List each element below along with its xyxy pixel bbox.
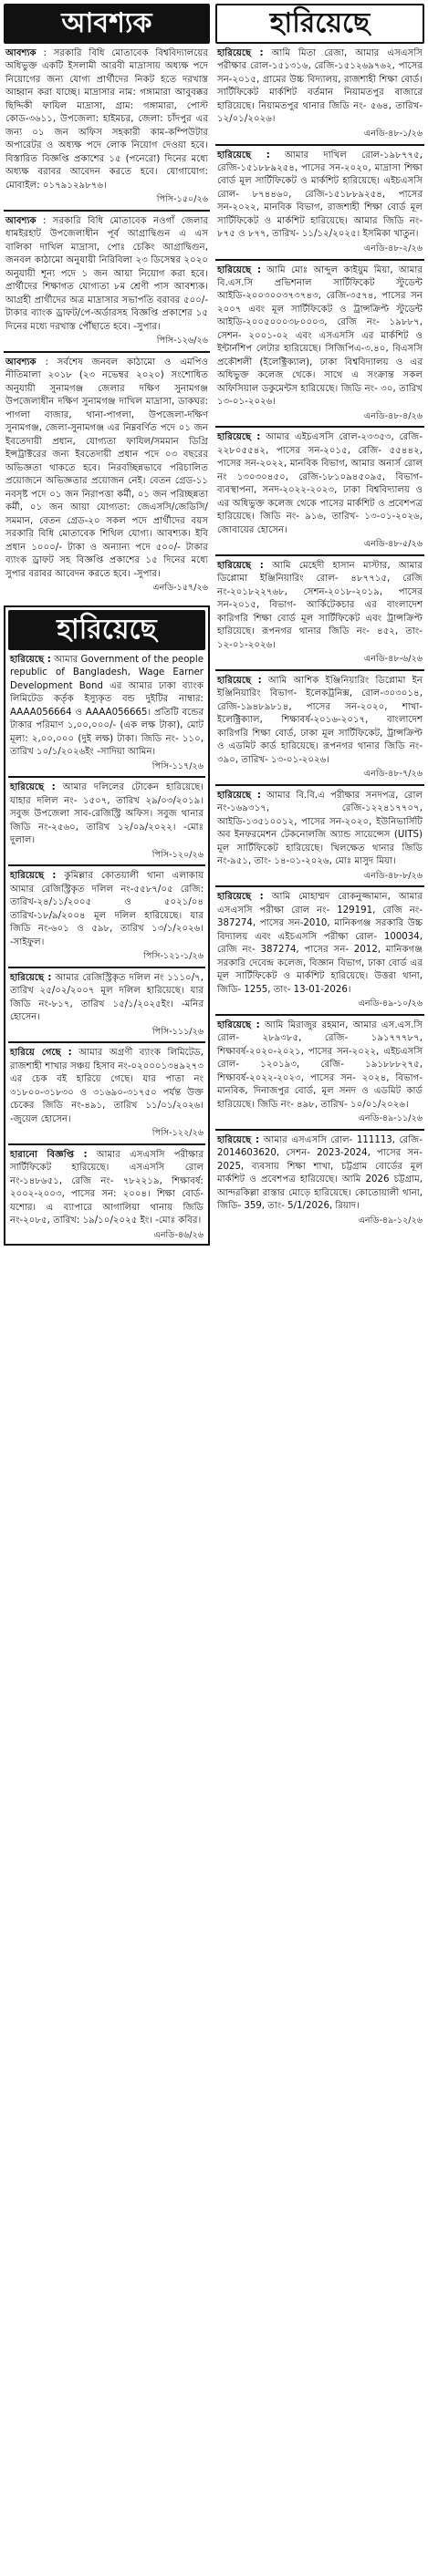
lost-ad bbox=[215, 1019, 424, 1125]
ad-text: আমার এইচএসসি রোল-২৩৩৫৩, রেজি- ২২৮০৫৫৪২, পাসের সন-২০১৫, রেজি- ৫৫৪৪২, পাসের সন-২০২২, মানবিক বিভাগ, আমার অনার্স রোল নং ১৩০৩০৪৫০, রেজি-১৮১০৯৪৫০৯৫, বিভাগ-ব্যবস্থাপনা, সনদ-২০২২-২০২৩, ঢাকা বিশ্ববিদ্যালয় ও এর অধিভুক্ত কলেজ থেকে পাসের মার্কশিট ও প্রবেশপত্র হারিয়েছে। জিডি নং- ৯১৬, তারিখ- ১৩-০১-২০২৬, জোবায়ের হোসেন। bbox=[217, 432, 423, 535]
ad-lead: হারিয়েছে : bbox=[10, 972, 52, 983]
ad-code: পিসি-১২০/২৬ bbox=[151, 849, 204, 860]
lost-header: হারিয়েছে bbox=[215, 4, 424, 44]
ad-code: এনডি-৪৬/২৬ bbox=[153, 1229, 204, 1240]
ad-text: আমি মোঃ আব্দুল কাইয়ুম মিয়া, আমার বি.এস.সি প্রভিশনাল সার্টিফিকেট স্টুডেন্ট আইডি-২০০৩০০৩৭৩৭৪৩, রেজি-৩৫৭৪, পাসের সন ২০০৭ এবং মূল সার্টিফিকেট ও ট্রান্সক্রিপ্ট স্টুডেন্ট আইডি-২০০৫০০০৩৮০০০৩, রেজি নং- ১৯৮৮৭, সেশন- ২০০১-০২ এবং এসএসসি এর মার্কশিট ও ইন্টার্নশিপ লেটার হারিয়েছে। সিজিপিএ-৩.৪০, বিএসসি প্রকৌশলী (ইলেক্ট্রিক্যাল), ঢাকা বিশ্ববিদ্যালয় ও এর অধিভুক্ত কলেজ থেকে। সাথে এ সংক্রান্ত সকল অফিসিয়াল ডকুমেন্টস হারিয়েছে। জিডি নং- ৩০, তারিখ ১৩-০১-২০২৬। bbox=[217, 264, 423, 408]
lost-header: হারিয়েছে bbox=[8, 610, 205, 650]
divider bbox=[215, 1014, 424, 1016]
ad-text: আমার এসএসসি পরীক্ষার সার্টিফিকেট হারিয়েছে। এসএসসি রোল নং-১৪৮৬৫১, রেজি নং- ৭৮২২১৯, শিক্ষাবর্ষ: ২০০২-২০০৩, পাসের সন: ২০০৪। শিক্ষা বোর্ড- যশোর। এ ব্যাপারে আগালিয়া থানায় জিডি নং-২০৮৫, তারিখ: ১৯/১০/২০২৫ ইং। -মোঃ কবির। bbox=[10, 1149, 204, 1226]
ad-text: আমি আশিক ইঞ্জিনিয়ারিং ডিপ্লোমা ইন ইঞ্জিনিয়ারিং বিভাগ- ইলেকট্রনিক্স, রোল-৩০৩০১৪, রেজি-১৯৪৮৯৮১৪, পাসের সন-২০২০, শাখা- ইলেক্ট্রিক্যাল, শিক্ষাবর্ষ-২০১৬-২০১৭, বাংলাদেশ কারিগরি শিক্ষা বোর্ড, ঢাকা মূল সার্টিফিকেট, ট্রান্সক্রিপ্ট ও এডমিট কার্ড হারিয়েছে। রূপনগর থানার জিডি নং- ৩৯০, তারিখ- ১৩-০১-২০২৬। bbox=[217, 675, 423, 765]
lost-ad bbox=[215, 150, 424, 255]
ad-lead: হারিয়ে গেছে : bbox=[10, 1048, 72, 1059]
ad-text: আমার Government of the people republic of Bangladesh, Wage Earner Development Bond এর আমার ঢাকা ব্যাংক লিমিটেড কর্তৃক ইস্যুকৃত বন্ড দুইটির নাম্বার: AAAA056664 ও AAAA056665। প্রতিটি বন্ডের টাকার পরিমাণ ১,০০,০০০/- (এক লক্ষ টাকা), মোট মূল্য: ২,০০,০০০ (দুই লক্ষ) টাকা। জিডি নং- ১১০, তারিখ ১০/১/২০২৬ইং -সাদিয়া আমিন। bbox=[10, 654, 204, 758]
ad-code: এনডি-৪৮-৬/২৬ bbox=[363, 654, 423, 665]
ad-code: এনডি-৪৮-২/২৬ bbox=[363, 243, 423, 253]
divider bbox=[215, 885, 424, 887]
ad-text: আমার দাখিল রোল-১৯৮৭৭৫, রেজি-১৫১৮৮৯২৫৪, পাসের সন-২০২০, মাদ্রাসা শিক্ষা বোর্ড মূল সার্টিফিকেট ও মার্কশিট হারিয়েছে। এইচএসসি রোল- ৮৭৪৪৬০, রেজি-১৫১৮৮৯২৫৪, পাসের সন-২০২২, মানবিক বিভাগ, রাজশাহী শিক্ষা বোর্ড মূল সার্টিফিকেট ও মার্কশিট হারিয়েছে। আমার জিডি নং- ৮৭৫ ও ৮৭৭, তারিখ- ১১/১২/২০২৫। ইসমিকা খাতুন। bbox=[217, 150, 423, 240]
ad-lead: হারিয়েছে : bbox=[217, 150, 270, 160]
lost-ad bbox=[8, 654, 205, 772]
ad-text: আমার অগ্রণী ব্যাংক লিমিটেড, রাজশাহী শাখার সঞ্চয় হিসাব নং-০২০০০১৩৪৯২৭৩ এর চেক বই হারিয়ে গেছে। যার পাতা নং ৩১৮০০-৩১৮৩০ ও ৩১৬৯০-৩১৭৫০ পর্যন্ত উক্ত চেকের জিডি নং-৪৯১, তারিখ ১১/০১/২০২৬। -জুয়েল হোসেন। bbox=[10, 1048, 204, 1124]
ad-lead: আবশ্যক bbox=[5, 215, 37, 226]
ad-lead: হারিয়েছে : bbox=[217, 892, 264, 903]
ad-code: পিসি-১২১-১/২৬ bbox=[143, 951, 204, 962]
ad-lead: হারিয়েছে : bbox=[217, 790, 261, 801]
ad-code: এনডি-৪৯-১১/২৬ bbox=[358, 1113, 423, 1124]
ad-lead: হারানো বিজ্ঞপ্তি : bbox=[10, 1149, 88, 1160]
ad-code: পিসি-১১৭/২৬ bbox=[151, 760, 204, 771]
ad-text: আমি মিরাজুর রহমান, আমার এস.এস.সি রোল- ২৮৯৩৮৫, রেজি- ১৯১৭৭৭৮৭, শিক্ষাবর্ষ-২০২০-২০২১, পাসের সন-২০২২, এইচএসসি রোল- ১২০১৯৩, রেজি- ১৯১৮৮৮২৭৫, শিক্ষাবর্ষ-২০২২-২০২৩, পাসের সন- ২০২৪, বিভাগ- মানবিক, দিনাজপুর বোর্ড, মূল সনদ ও এডমিট কার্ড হারিয়েছে। জিডি নং- ৪৯৮, তারিখ- ১০/০১/২০২৬। bbox=[217, 1019, 423, 1110]
required-ad: আবশ্যক : সরকারি বিধি মোতাবেক বিশ্ববিদ্যালয়ের অধিভুক্ত একটি ইসলামী আরবী মাদ্রাসায় অধ্যক্ষ পদে নিয়োগের জন্য যোগ্য প্রার্থীদের নিকট হতে দরখাস্ত আহ্বান করা যাচ্ছে। মাদ্রাসার নাম: গঙ্গামারা আবুবক্কর ছিদ্দিকী ফাযিল মাদ্রাসা, গ্রাম: গঙ্গামারা, পোস্ট কোড-৩৬১১, উপজেলা: হাইমচর, জেলা: চাঁদপুর এর জন্য ০১ জন অফিস সহকারী কাম-কম্পিউটার অপারেটর ও অধ্যক্ষ পদে লোক নিয়োগ দেওয়া হবে। বিস্তারিত বিজ্ঞপ্তি প্রকাশের ১৫ (পনেরো) দিনের মধ্যে অধ্যক্ষ বরাবর আবেদন করতে হবে। যোগাযোগ: মোবাইল: ০১৭৯১২৯৮৭৬। পিসি-১৫০/২৬ bbox=[5, 48, 208, 205]
ad-text: সরকারি বিধি মোতাবেক বিশ্ববিদ্যালয়ের অধিভুক্ত একটি ইসলামী আরবী মাদ্রাসায় অধ্যক্ষ পদে নিয়োগের জন্য যোগ্য প্রার্থীদের নিকট হতে দরখাস্ত আহ্বান করা যাচ্ছে। মাদ্রাসার নাম: গঙ্গামারা আবুবক্কর ছিদ্দিকী ফাযিল মাদ্রাসা, গ্রাম: গঙ্গামারা, পোস্ট কোড-৩৬১১, উপজেলা: হাইমচর, জেলা: চাঁদপুর এর জন্য ০১ জন অফিস সহকারী কাম-কম্পিউটার অপারেটর ও অধ্যক্ষ পদে লোক নিয়োগ দেওয়া হবে। বিস্তারিত বিজ্ঞপ্তি প্রকাশের ১৫ (পনেরো) দিনের মধ্যে অধ্যক্ষ বরাবর আবেদন করতে হবে। যোগাযোগ: মোবাইল: ০১৭৯১২৯৮৭৬। bbox=[5, 48, 208, 191]
ad-text: কুমিল্লার কোতয়ালী থানা এলাকায় আমার রেজিস্ট্রিকৃত দলিল নং-৫৫৮৭/০৫ রেজি: তারিখ-২৪/১১/২০০৫ ও ৫০২১/০৪ তারিখ-১৮/৯/২০০৪ মূল দলিল হারিয়েছে। যার জিডি নং-৬০১ ও ৫৯৮, তারিখ ১৩/১/২০২৬। -সাইফুল। bbox=[10, 871, 204, 947]
ad-lead: হারিয়েছে : bbox=[10, 654, 51, 665]
ad-text: আমি মেহেদী হাসান মাস্টার, আমার ডিপ্লোমা ইঞ্জিনিয়ারিং রোল- ৪৮৭৭১৫, রেজি নং-২০১৮২২৭৬৮, সেশন-২০১৮-২০১৯, পাসের সন-২০১৫, বিভাগ- আর্কিটেকচার এর বাংলাদেশ কারিগরি শিক্ষা বোর্ড মূল সার্টিফিকেট এবং ট্রান্সক্রিপ্ট হারিয়েছে। রূপনগর থানার জিডি নং- ৪৫২, তাং- ১২-০১-২০২৬। bbox=[217, 560, 423, 650]
ad-text: সরকারি বিধি মোতাবেক নওগাঁ জেলার ধামইরহাট উপজেলাধীন পূর্ব আগ্রাদ্বিগুন এ এস বালিকা দাখিল মাদ্রাসা, পোঃ চেকিং আগ্রাদ্বিগুন, জনবল কাঠামো অনুযায়ী নিরিবিলা ২৩ ডিসেম্বর ২০২০ অনুযায়ী শূন্য পদে ১ জন আয়া নিয়োগ করা হবে। প্রার্থীদের শিক্ষাগত যোগ্যতা ৮ম শ্রেণী পাস আবশ্যক। আগ্রহী প্রার্থীদের অত্র মাদ্রাসার সভাপতি বরাবর ৫০০/- টাকার ব্যাংক ড্রাফট/পে-অর্ডারসহ বিজ্ঞপ্তি প্রকাশের ১৫ দিনের মধ্যে দরখাস্ত পৌঁছাতে হবে। -সুপার। bbox=[5, 215, 208, 332]
ad-text: আমার এসএসসি রোল- 111113, রেজি- 2014603620, সেশন- 2023-2024, পাসের সন- 2025, ব্যবসায় শিক্ষা শাখা, চট্টগ্রাম বোর্ডের মূল মার্কশিট ও প্রবেশপত্র হারিয়েছে। আমি 2026 চট্টগ্রাম, আন্দরকিল্লা রাস্তার মোড়ে হারিয়েছে। কোতোয়ালী থানা, জিডি- 359, তাং- 5/1/2026, রিয়াদ। bbox=[217, 1134, 423, 1212]
lost-ad bbox=[8, 781, 205, 861]
ad-text: সর্বশেষ জনবল কাঠামো ও এমপিও নীতিমালা ২০১৮ (২৩ নভেম্বর ২০২০) সংশোধিত অনুযায়ী সুনামগঞ্জ জেলার দক্ষিণ সুনামগঞ্জ উপজেলাধীন দক্ষিণ সুনামগঞ্জ দাখিল মাদ্রাসা, ডাকঘর: পাগলা বাজার, থানা-পাগলা, উপজেলা-দক্ষিণ সুনামগঞ্জ, জেলা-সুনামগঞ্জ এর নিম্নবর্ণিত পদে ০১ জন ইবতেদায়ী প্রধান, যোগ্যতা ফাযিল/সমমান ডিগ্রি ইন্সট্রাক্টরের জন্য ইবতেদায়ী প্রধান পদে ০৩ বছরের অভিজ্ঞতা থাকতে হবে। নিরবচ্ছিন্নভাবে পরিচালিত প্রয়োজনে অভিজ্ঞতার প্রয়োজন নেই। বেতন গ্রেড-১১ নবসৃষ্ট পদে ০১ জন নিরাপত্তা কর্মী, ০১ জন পরিচ্ছন্নতা কর্মী, ০১ জন আয়া যোগ্যতা: জেএসসি/জেডিসি/সমমান, বেতন গ্রেড-২০ সকল পদে প্রার্থীদের বয়স সরকারি বিধি মোতাবেক শিথিল যোগ্য। আবশ্যক। ইবি প্রধান ১০০০/- টাকা ও অন্যান্য পদে ৫০০/- টাকার ব্যাংক ড্রাফট সহ বিজ্ঞপ্তি প্রকাশের ১৫ দিনের মধ্যে সুপার বরাবর আবেদন করতে হবে। -সুপার। bbox=[5, 357, 208, 579]
ad-lead: হারিয়েছে : bbox=[217, 560, 264, 571]
ad-code: এনডি-৪৮-৫/২৬ bbox=[363, 539, 423, 550]
ad-lead: হারিয়েছে : bbox=[217, 48, 264, 58]
ad-code: পিসি-১৫০/২৬ bbox=[156, 194, 208, 205]
lost-ad bbox=[215, 1134, 424, 1227]
ad-lead: হারিয়েছে : bbox=[10, 871, 57, 882]
divider bbox=[8, 864, 205, 866]
divider bbox=[8, 776, 205, 778]
left-column bbox=[4, 4, 210, 2572]
ad-code: এনডি-৪৯-১০/২৬ bbox=[358, 998, 423, 1009]
ad-text: আমার বি.বি.এ পরীক্ষার সনদপত্র, রোল নং-১৬৯৩১৭, রেজি-১২২৪১৭৭০৭, আইডি-১৩৫১০০১২, পাসের সন-২০২০, ইউনিভার্সিটি অব ইনফরমেশন টেকনোলজি অ্যান্ড সায়েন্সেস (UITS) মূল সার্টিফিকেট হারিয়েছে। খিলক্ষেত থানার জিডি নং-৯৫১, তাং- ১৪-০১-২০২৬, মোঃ মাসুদ মিয়া। bbox=[217, 790, 423, 867]
right-column bbox=[215, 4, 424, 2572]
lost-ad bbox=[215, 790, 424, 883]
required-ad: আবশ্যক : সর্বশেষ জনবল কাঠামো ও এমপিও নীতিমালা ২০১৮ (২৩ নভেম্বর ২০২০) সংশোধিত অনুযায়ী সুনামগঞ্জ জেলার দক্ষিণ সুনামগঞ্জ উপজেলাধীন দক্ষিণ সুনামগঞ্জ দাখিল মাদ্রাসা, ডাকঘর: পাগলা বাজার, থানা-পাগলা, উপজেলা-দক্ষিণ সুনামগঞ্জ, জেলা-সুনামগঞ্জ এর নিম্নবর্ণিত পদে ০১ জন ইবতেদায়ী প্রধান, যোগ্যতা ফাযিল/সমমান ডিগ্রি ইন্সট্রাক্টরের জন্য ইবতেদায়ী প্রধান পদে ০৩ বছরের অভিজ্ঞতা থাকতে হবে। নিরবচ্ছিন্নভাবে পরিচালিত প্রয়োজনে অভিজ্ঞতার প্রয়োজন নেই। বেতন গ্রেড-১১ নবসৃষ্ট পদে ০১ জন নিরাপত্তা কর্মী, ০১ জন পরিচ্ছন্নতা কর্মী, ০১ জন আয়া যোগ্যতা: জেএসসি/জেডিসি/সমমান, বেতন গ্রেড-২০ সকল পদে প্রার্থীদের বয়স সরকারি বিধি মোতাবেক শিথিল যোগ্য। আবশ্যক। ইবি প্রধান ১০০০/- টাকা ও অন্যান্য পদে ৫০০/- টাকার ব্যাংক ড্রাফট সহ বিজ্ঞপ্তি প্রকাশের ১৫ দিনের মধ্যে সুপার বরাবর আবেদন করতে হবে। -সুপার। এনডি-১৫৭/২৬ bbox=[5, 357, 208, 594]
ad-lead: হারিয়েছে : bbox=[217, 264, 261, 275]
ad-lead: হারিয়েছে : bbox=[217, 432, 261, 443]
ad-lead: হারিয়েছে : bbox=[217, 675, 262, 686]
divider bbox=[215, 784, 424, 786]
divider bbox=[215, 144, 424, 146]
lost-ad bbox=[215, 560, 424, 666]
ad-lead: হারিয়েছে : bbox=[10, 782, 56, 793]
divider bbox=[215, 669, 424, 671]
ad-lead: হারিয়েছে : bbox=[217, 1134, 260, 1145]
lost-ad bbox=[215, 431, 424, 550]
ad-text: আমার রেজিস্ট্রিকৃত দলিল নং ১১১০/৭, তারিখ ২৫/০২/২০০৭ মূল দলিল হারিয়েছে। যার জিডি নং-৮১৭, তারিখ ১৫/১/২০২৫ইং। -মনির হোসেন। bbox=[10, 972, 204, 1023]
divider bbox=[4, 210, 210, 212]
lost-ad bbox=[8, 870, 205, 963]
divider bbox=[215, 554, 424, 556]
ad-code: এনডি-৪৯-১২/২৬ bbox=[358, 1215, 423, 1226]
ad-code: এনডি-৪৮-৭/২৬ bbox=[363, 769, 423, 780]
ad-code: পিসি-১২২/২৬ bbox=[151, 1128, 204, 1139]
divider bbox=[4, 351, 210, 353]
divider bbox=[215, 1129, 424, 1131]
ad-lead: আবশ্যক bbox=[5, 357, 37, 367]
lost-section-box bbox=[4, 605, 210, 1247]
lost-ad bbox=[8, 972, 205, 1039]
lost-ad bbox=[8, 1047, 205, 1140]
ad-code: এনডি-৪৮-৪/২৬ bbox=[363, 410, 423, 421]
ad-code: এনডি-৪৮-৮/২৬ bbox=[363, 870, 423, 881]
lost-ad bbox=[8, 1149, 205, 1242]
divider bbox=[8, 967, 205, 968]
lost-ad bbox=[215, 891, 424, 1009]
required-ad: আবশ্যক : সরকারি বিধি মোতাবেক নওগাঁ জেলার ধামইরহাট উপজেলাধীন পূর্ব আগ্রাদ্বিগুন এ এস বালিকা দাখিল মাদ্রাসা, পোঃ চেকিং আগ্রাদ্বিগুন, জনবল কাঠামো অনুযায়ী নিরিবিলা ২৩ ডিসেম্বর ২০২০ অনুযায়ী শূন্য পদে ১ জন আয়া নিয়োগ করা হবে। প্রার্থীদের শিক্ষাগত যোগ্যতা ৮ম শ্রেণী পাস আবশ্যক। আগ্রহী প্রার্থীদের অত্র মাদ্রাসার সভাপতি বরাবর ৫০০/- টাকার ব্যাংক ড্রাফট/পে-অর্ডারসহ বিজ্ঞপ্তি প্রকাশের ১৫ দিনের মধ্যে দরখাস্ত পৌঁছাতে হবে। -সুপার। পিসি-১২৬/২৬ bbox=[5, 215, 208, 347]
ad-code: পিসি-১১১/২৬ bbox=[151, 1026, 204, 1037]
ad-code: এনডি-৪৮-১/২৬ bbox=[363, 128, 423, 139]
divider bbox=[8, 1143, 205, 1145]
ad-text: আমি মোহাম্মদ রোকনুজ্জামান, আমার এসএসসি পরীক্ষা রোল নং- 129191, রেজি নং- 387274, পাসের সন-2010, মানিকগঞ্জ সরকারি উচ্চ বিদ্যালয় এবং এইচএসসি পরীক্ষা রোল- 100034, রেজি নং- 387274, পাসের সন- 2012, মানিকগঞ্জ সরকারি দেবেন্দ্র কলেজ, বিজ্ঞান বিভাগ, ঢাকা বোর্ড এর মূল সার্টিফিকেট ও মার্কশিট হারিয়েছে। উত্তরা থানা, জিডি- 1255, তাং- 13-01-2026। bbox=[217, 892, 423, 995]
ad-lead: হারিয়েছে : bbox=[217, 1019, 260, 1030]
lost-ad bbox=[215, 47, 424, 140]
ad-text: আমি মিতা রেজা, আমার এসএসসি পরীক্ষার রোল-১৫১৩১৬, রেজি-১৫১২৬৯৭৬২, পাসের সন-২০১৫, গ্রামের উচ্চ বিদ্যালয়, রাজশাহী শিক্ষা বোর্ড। সার্টিফিকেট মার্কশিট বর্তমান নিয়ামতপুর বাজারে হারিয়েছে। নিয়ামতপুর থানার জিডি নং- ৫৬৪, তারিখ- ১২/০১/২০২৬। bbox=[217, 48, 423, 125]
lost-ad bbox=[215, 675, 424, 781]
ad-lead: আবশ্যক bbox=[5, 48, 37, 58]
lost-ad bbox=[215, 264, 424, 423]
ad-text: আমার দলিলের টোকেন হারিয়েছে। যাহার দলিল নং- ১৫০৭, তারিখ ২৯/০৩/২০১৯। সবুজ উপজেলা সাব-রেজিস্ট্রি অফিস। সবুজ থানার জিডি নং-২৫৬০, তারিখ ১২/০৯/২০২২। -মোঃ দুলাল। bbox=[10, 782, 204, 846]
ad-code: এনডি-১৫৭/২৬ bbox=[152, 583, 208, 594]
ad-code: পিসি-১২৬/২৬ bbox=[156, 336, 208, 347]
spacer bbox=[4, 595, 210, 605]
required-header: আবশ্যক bbox=[4, 4, 210, 44]
divider bbox=[215, 426, 424, 428]
divider bbox=[8, 1041, 205, 1043]
divider bbox=[215, 259, 424, 261]
